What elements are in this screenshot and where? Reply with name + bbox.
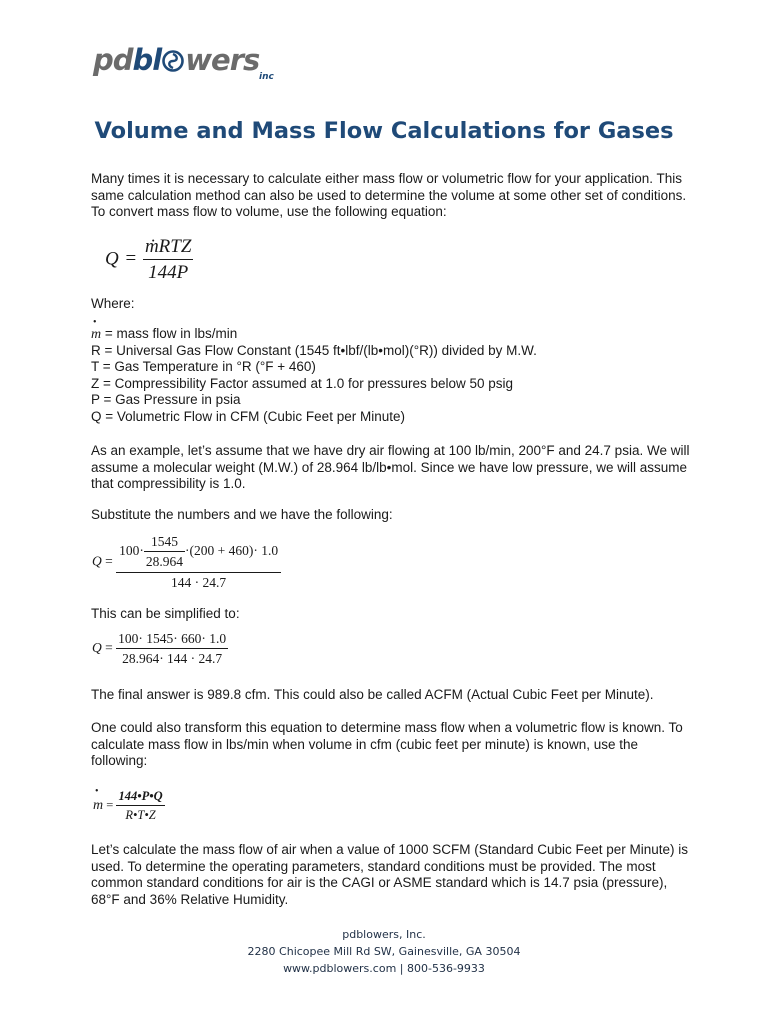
- eq2-lhs: Q: [92, 553, 102, 569]
- where-label: Where:: [91, 296, 135, 311]
- footer-contact: [0, 960, 768, 977]
- transform-paragraph: One could also transform this equation to determine mass flow when a volumetric flow is known. To calculate mass flow in lbs/min when volume in cfm (cubic feet per minute) is known, use the following:: [91, 720, 683, 768]
- eq2-denominator: 144 · 24.7: [171, 575, 227, 590]
- definition-q: Q = Volumetric Flow in CFM (Cubic Feet per Minute): [91, 408, 405, 424]
- definition-m: • m = mass flow in lbs/min: [91, 326, 691, 343]
- page-title: Volume and Mass Flow Calculations for Gases: [94, 118, 674, 144]
- eq4-denominator: R•T•Z: [125, 808, 156, 822]
- logo-wordmark: pdbl wers: [93, 43, 260, 77]
- blower-swirl-icon: [162, 50, 184, 72]
- eq1-denominator: 144P: [148, 262, 189, 283]
- footer-website[interactable]: www.pdblowers.com: [283, 962, 397, 975]
- eq4-lhs: • m: [93, 798, 103, 813]
- logo-inc: inc: [259, 72, 274, 82]
- definition-r: R = Universal Gas Flow Constant (1545 ft•lbf/(lb•mol)(°R)) divided by M.W.: [91, 342, 537, 358]
- eq3-lhs: Q: [92, 640, 102, 656]
- eq2-tail: ·(200 + 460)· 1.0: [185, 543, 279, 559]
- footer-address: 2280 Chicopee Mill Rd SW, Gainesville, GA 30504: [247, 945, 521, 958]
- substitute-paragraph: Substitute the numbers and we have the following:: [91, 507, 393, 522]
- page-footer: [0, 926, 768, 977]
- eq1-numerator: ṁRTZ: [143, 236, 193, 260]
- eq1-lhs: Q: [105, 248, 119, 270]
- eq3-denominator: 28.964· 144 · 24.7: [122, 651, 223, 666]
- definition-z: Z = Compressibility Factor assumed at 1.0 for pressures below 50 psig: [91, 375, 514, 391]
- eq1-fraction: [143, 236, 193, 284]
- eq2-equals: =: [105, 553, 113, 569]
- scfm-paragraph: Let’s calculate the mass flow of air when a value of 1000 SCFM (Standard Cubic Feet per Minute) is used. To determine the operating parameters, standard conditions must be provided. The most common standard conditions for air is the CAGI or ASME standard which is 14.7 psia (pressure), 68°F and 36% Relative Humidity.: [91, 842, 689, 907]
- footer-separator: |: [399, 962, 404, 975]
- eq2-inner-fraction: [144, 534, 185, 570]
- eq3-equals: =: [105, 640, 113, 656]
- eq3-fraction: [116, 631, 228, 667]
- eq3-numerator: 100· 1545· 660· 1.0: [116, 631, 228, 649]
- volume-flow-equation: Q = $\frac{\text{ṁRTZ}}{144P}$: [105, 236, 192, 283]
- final-answer-paragraph: The final answer is 989.8 cfm. This could also be called ACFM (Actual Cubic Feet per Minute).: [91, 687, 654, 702]
- intro-paragraph: Many times it is necessary to calculate either mass flow or volumetric flow for your application. This same calculation method can also be used to determine the volume at some other set of conditions. To convert mass flow to volume, use the following equation:: [91, 171, 687, 219]
- eq4-numerator: 144•P•Q: [116, 789, 164, 806]
- eq2-fraction: [116, 534, 281, 591]
- simplified-paragraph: This can be simplified to:: [91, 606, 240, 621]
- m-dot-symbol: • m: [91, 327, 101, 342]
- definition-t: T = Gas Temperature in °R (°F + 460): [91, 359, 316, 374]
- variable-definitions: [91, 326, 691, 425]
- definition-p: P = Gas Pressure in psia: [91, 392, 241, 407]
- substituted-equation: [92, 534, 281, 591]
- eq4-fraction: [116, 789, 164, 823]
- mass-flow-equation: [93, 789, 165, 823]
- footer-phone[interactable]: 800-536-9933: [407, 962, 485, 975]
- eq4-equals: =: [106, 797, 114, 812]
- example-paragraph: As an example, let’s assume that we have dry air flowing at 100 lb/min, 200°F and 24.7 psia. We will assume a molecular weight (M.W.) of 28.964 lb/lb•mol. Since we have low pressure, we will assume that compressibility is 1.0.: [91, 443, 690, 491]
- eq2-coefficient: 100·: [119, 543, 144, 559]
- eq2-inner-numerator: 1545: [144, 534, 185, 552]
- eq2-inner-denominator: 28.964: [145, 554, 183, 569]
- eq2-numerator: [116, 534, 281, 573]
- simplified-equation: [92, 631, 228, 667]
- footer-company: pdblowers, Inc.: [342, 928, 426, 941]
- company-logo: [93, 44, 293, 84]
